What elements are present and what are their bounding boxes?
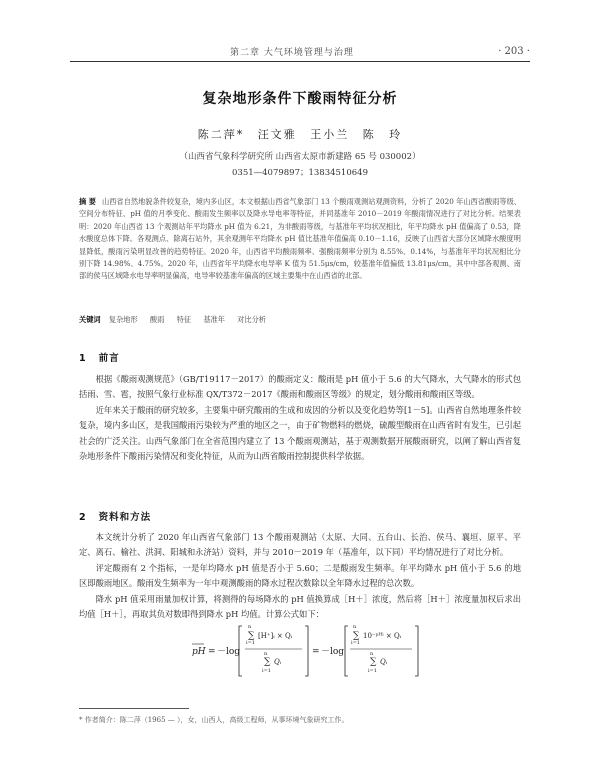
sum-symbol: ∑ <box>353 631 360 641</box>
sum-lower: i=1 <box>262 668 271 674</box>
abstract <box>79 196 521 283</box>
sum-lower: i=1 <box>246 640 255 646</box>
sum-upper: n <box>264 651 268 657</box>
keyword: 基准年 <box>203 315 225 324</box>
sum-upper: n <box>353 624 357 630</box>
sum-symbol: ∑ <box>248 631 255 641</box>
right-bracket <box>415 626 418 676</box>
formula-equals: = <box>208 647 216 657</box>
section-1-body <box>79 372 521 464</box>
paper-title: 复杂地形条件下酸雨特征分析 <box>202 91 398 107</box>
header-rule <box>70 61 530 62</box>
author-list: 陈二萍* 汪文雅 王小兰 陈 玲 <box>197 128 403 141</box>
section-heading-2 <box>79 509 151 523</box>
right-bracket <box>305 626 308 676</box>
sum-lower: i=1 <box>368 668 377 674</box>
paragraph: 根据《酸雨观测规范》（GB/T19117－2017）的酸雨定义：酸雨是 pH 值小于 5.6 的大气降水，大气降水的形式包括雨、雪、雹，按照气象行业标准 QX/T372－2017《酸雨和酸雨区等级》的规定，划分酸雨和酸雨区等级。 <box>79 374 521 400</box>
numerator-2: 10⁻ᵖᴴⁱ × Qᵢ <box>363 632 402 640</box>
paragraph: 降水 pH 值采用雨量加权计算，将测得的每场降水的 pH 值换算成［H＋］浓度，然后将［H＋］浓度量加权后求出均值［H＋］，再取其负对数即得到降水 pH 均值。计算公式如下： <box>79 593 521 620</box>
sum-symbol: ∑ <box>264 657 271 667</box>
chapter-title: 第二章 大气环境管理与治理 <box>230 47 354 58</box>
contact-phone: 0351—4079897；13834510649 <box>232 168 368 178</box>
keyword: 特征 <box>176 315 192 324</box>
keywords <box>79 315 521 325</box>
section-title: 资料和方法 <box>98 512 152 523</box>
section-number: 2 <box>79 512 87 523</box>
left-bracket <box>345 626 348 676</box>
section-heading-1 <box>79 350 120 364</box>
running-head <box>70 42 530 60</box>
paragraph: 近年来关于酸雨的研究较多，主要集中研究酸雨的生成和成因的分析以及变化趋势等[1－5]。山西省自然地理条件较复杂，境内多山区，是我国酸雨污染较为严重的地区之一，由于矿物燃料的燃烧，硫酸型酸雨在山西省时有发生，已引起社会的广泛关注。山西气象部门在全省范围内建立了 13 个酸雨观测站，基于观测数据开展酸雨研究，以阐了解山西省复杂地形条件下酸雨污染情况和变化特征，从而为山西省酸雨控制提供科学依据。 <box>79 404 521 462</box>
keyword: 复杂地形 <box>108 315 138 324</box>
paragraph: 本文统计分析了 2020 年山西省气象部门 13 个酸雨观测站（太原、大同、五台山、长治、侯马、襄垣、原平、平定、离石、榆社、洪洞、阳城和永济站）资料，并与 2010－2019 年（基准年，以下同）平均情况进行了对比分析。 <box>79 532 521 558</box>
formula-minus-log: －log <box>217 647 241 657</box>
sum-lower: i=1 <box>351 640 360 646</box>
ph-formula <box>190 620 430 682</box>
footnote-rule <box>79 708 189 709</box>
paragraph: 评定酸雨有 2 个指标，一是年均降水 pH 值是否小于 5.60；二是酸雨发生频率。年平均降水 pH 值小于 5.6 的地区即酸雨地区。酸雨发生频率为一年中观测酸雨的降水过程次数除以全年降水过程的总次数。 <box>79 562 521 589</box>
section-title: 前言 <box>98 353 120 364</box>
keyword: 酸雨 <box>149 315 165 324</box>
sum-symbol: ∑ <box>370 657 377 667</box>
formula-lhs: pH <box>192 647 206 657</box>
sum-upper: n <box>370 651 374 657</box>
keyword: 对比分析 <box>237 315 266 324</box>
author-footnote: * 作者简介：陈二萍（1965 — ），女，山西人，高级工程师，从事环境气象研究工作。 <box>79 716 349 724</box>
formula-equals: = <box>312 647 320 657</box>
abstract-label: 摘 要 <box>79 197 96 206</box>
keywords-label: 关键词 <box>79 315 101 324</box>
sum-upper: n <box>248 624 252 630</box>
section-2-body <box>79 530 521 622</box>
numerator-1: [H⁺]ᵢ × Qᵢ <box>258 632 293 640</box>
abstract-text: 山西省自然地貌条件较复杂，境内多山区，本文根据山西省气象部门 13 个酸雨观测站观测资料，分析了 2020 年山西省酸雨等级、空间分布特征、pH 值的月季变化、酸雨发生频率以及降水导电率等特征，并同基准年 2010－2019 年酸雨情况进行了对比分析。结果表明：2020 年山西省 13 个观测站年平均降水 pH 值为 6.21，为非酸雨等级，与基准年平均状况相比，年平均降水 pH 值偏高了 0.53，降水酸度总体下降。各观测点、除离石站外，其余观测年平均降水 pH 值比基准年值偏高 0.10－1.16，反映了山西省大部分区域降水酸度明显降低，酸雨污染明显改善的趋势特征。2020 年，山西省平均酸雨频率、强酸雨频率分别为 8.55%、0.14%，与基准年平均状况相比分别下降 14.98%、4.75%。2020 年，山西省年平均降水电导率 K 值为 51.5μs/cm，较基准年值偏低 13.81μs/cm，其中中部各观测、南部的侯马区域降水电导率明显偏高，电导率较基准年偏高的区域主要集中在山西省的北部。 <box>79 197 521 281</box>
section-number: 1 <box>79 353 87 364</box>
affiliation: （山西省气象科学研究所 山西省太原市新建路 65 号 030002） <box>179 152 421 162</box>
formula-minus-log: －log <box>321 647 345 657</box>
denominator-2: Qᵢ <box>380 658 388 666</box>
page-number: · 203 · <box>498 45 530 57</box>
denominator-1: Qᵢ <box>274 658 282 666</box>
